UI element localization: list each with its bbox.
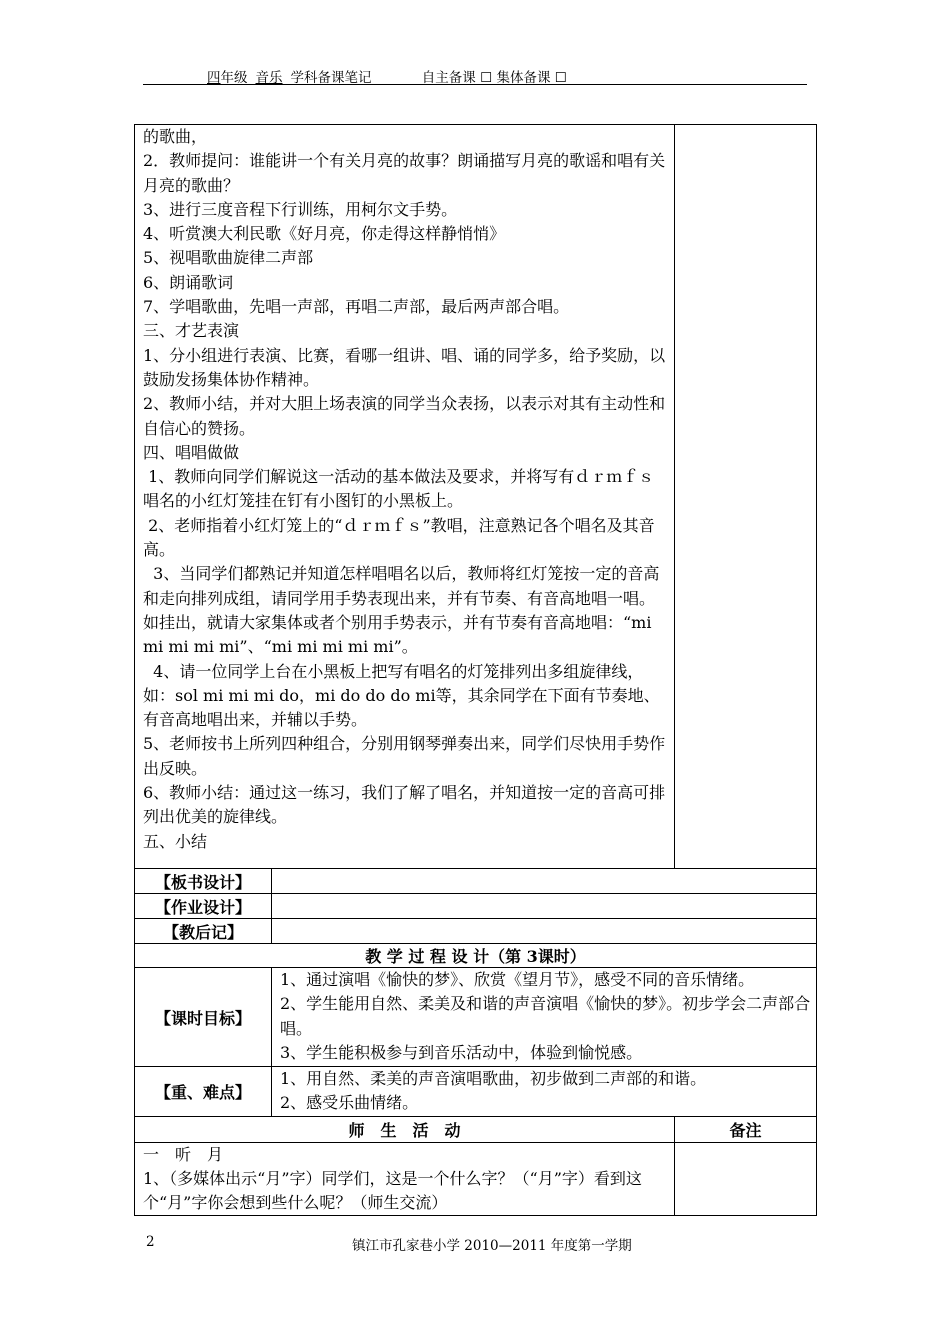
page-number: 2 (146, 1234, 155, 1250)
lesson-paragraph: 五、小结 (143, 831, 208, 851)
board-design-cell[interactable] (272, 869, 817, 894)
lesson-paragraph: 6、朗诵歌词 (143, 272, 234, 292)
goals-list (272, 968, 816, 1065)
lesson-paragraph: 1、教师向同学们解说这一活动的基本做法及要求，并将写有ｄｒｍｆｓ唱名的小红灯笼挂在钉有小图钉的小黑板上。 (143, 467, 655, 511)
goals-cell (272, 968, 817, 1067)
lesson-paragraph: 1、分小组进行表演、比赛，看哪一组讲、唱、诵的同学多，给予奖励，以鼓励发扬集体协作精神。 (143, 345, 666, 389)
grade-suffix: 年级 (220, 70, 248, 86)
key-point-item: 2、感受乐曲情绪。 (280, 1093, 419, 1113)
lesson-table (134, 124, 817, 1216)
goals-label: 【课时目标】 (135, 968, 272, 1067)
subject: 音乐 (255, 70, 283, 86)
lesson-paragraph: 5、老师按书上所列四种组合，分别用钢琴弹奏出来，同学们尽快用手势作出反映。 (143, 734, 666, 778)
grade: 四 (207, 70, 221, 86)
lesson-paragraph: 3、进行三度音程下行训练，用柯尔文手势。 (143, 199, 458, 219)
homework-cell[interactable] (272, 894, 817, 919)
lesson-paragraph: 6、教师小结：通过这一练习，我们了解了唱名，并知道按一定的音高可排列出优美的旋律线。 (143, 783, 666, 827)
page-header (145, 66, 807, 86)
afterword-cell[interactable] (272, 919, 817, 944)
lesson-paragraph: 的歌曲， (143, 127, 208, 146)
self-prep-label: 自主备课 (421, 70, 476, 86)
lesson-paragraph: 5、视唱歌曲旋律二声部 (143, 248, 314, 268)
self-prep-checkbox[interactable]: ☐ (480, 70, 493, 86)
activity-paragraph: 1、（多媒体出示“月”字）同学们，这是一个什么字？（“月”字）看到这个“月”字你会想到些什么呢？（师生交流） (143, 1168, 642, 1213)
lesson-paragraph: 3、当同学们都熟记并知道怎样唱唱名以后，教师将红灯笼按一定的音高和走向排列成组，请同学用手势表现出来，并有节奏、有音高地唱一唱。如挂出，就请大家集体或者个别用手势表示，并有节奏有音高地唱：“mi mi mi mi mi”、“mi mi mi mi mi”。 (143, 564, 660, 657)
activity-paragraph: 一 听 月 (143, 1144, 224, 1164)
lesson-body-cell (135, 125, 675, 869)
key-points-list (272, 1067, 816, 1116)
lesson-paragraph: 2．教师提问：谁能讲一个有关月亮的故事？朗诵描写月亮的歌谣和唱有关月亮的歌曲？ (143, 151, 666, 195)
key-points-cell (272, 1067, 817, 1117)
activity-header: 师 生 活 动 (135, 1116, 675, 1142)
remarks-cell (675, 125, 817, 869)
lesson-paragraph: 三、才艺表演 (143, 321, 240, 341)
remarks-header: 备注 (675, 1116, 817, 1142)
lesson-paragraph: 4、听赏澳大利民歌《好月亮，你走得这样静悄悄》 (143, 224, 506, 244)
afterword-label: 【教后记】 (135, 919, 272, 944)
lesson-paragraph: 四、唱唱做做 (143, 442, 240, 462)
goal-item: 2、学生能用自然、柔美及和谐的声音演唱《愉快的梦》。初步学会二声部合唱。 (280, 994, 811, 1038)
activity-body (135, 1143, 674, 1216)
activity-remarks-cell (675, 1142, 817, 1216)
header-rule (143, 84, 807, 85)
goal-item: 3、学生能积极参与到音乐活动中，体验到愉悦感。 (280, 1042, 643, 1062)
title-suffix: 学科备课笔记 (290, 70, 372, 86)
board-design-label: 【板书设计】 (135, 869, 272, 894)
lesson-paragraph: 2、老师指着小红灯笼上的“ｄｒｍｆｓ”教唱，注意熟记各个唱名及其音高。 (143, 515, 655, 560)
activity-cell (135, 1142, 675, 1216)
goal-item: 1、通过演唱《愉快的梦》、欣赏《望月节》，感受不同的音乐情绪。 (280, 970, 755, 989)
lesson-paragraph: 7、学唱歌曲，先唱一声部，再唱二声部，最后两声部合唱。 (143, 297, 570, 317)
group-prep-label: 集体备课 (496, 70, 551, 86)
key-points-label: 【重、难点】 (135, 1067, 272, 1117)
lesson-paragraph: 2、教师小结，并对大胆上场表演的同学当众表扬，以表示对其有主动性和自信心的赞扬。 (143, 394, 666, 438)
lesson-paragraph: 4、请一位同学上台在小黑板上把写有唱名的灯笼排列出多组旋律线，如：sol mi mi mi do，mi do do do mi等，其余同学在下面有节奏地、有音高地唱出来，并辅以手势。 (143, 661, 660, 730)
footer-school: 镇江市孔家巷小学 2010—2011 年度第一学期 (352, 1238, 632, 1254)
key-point-item: 1、用自然、柔美的声音演唱歌曲，初步做到二声部的和谐。 (280, 1069, 707, 1088)
homework-label: 【作业设计】 (135, 894, 272, 919)
lesson-body (135, 125, 674, 854)
group-prep-checkbox[interactable]: ☐ (554, 70, 567, 86)
section-title: 教 学 过 程 设 计（第 3课时） (135, 944, 817, 968)
